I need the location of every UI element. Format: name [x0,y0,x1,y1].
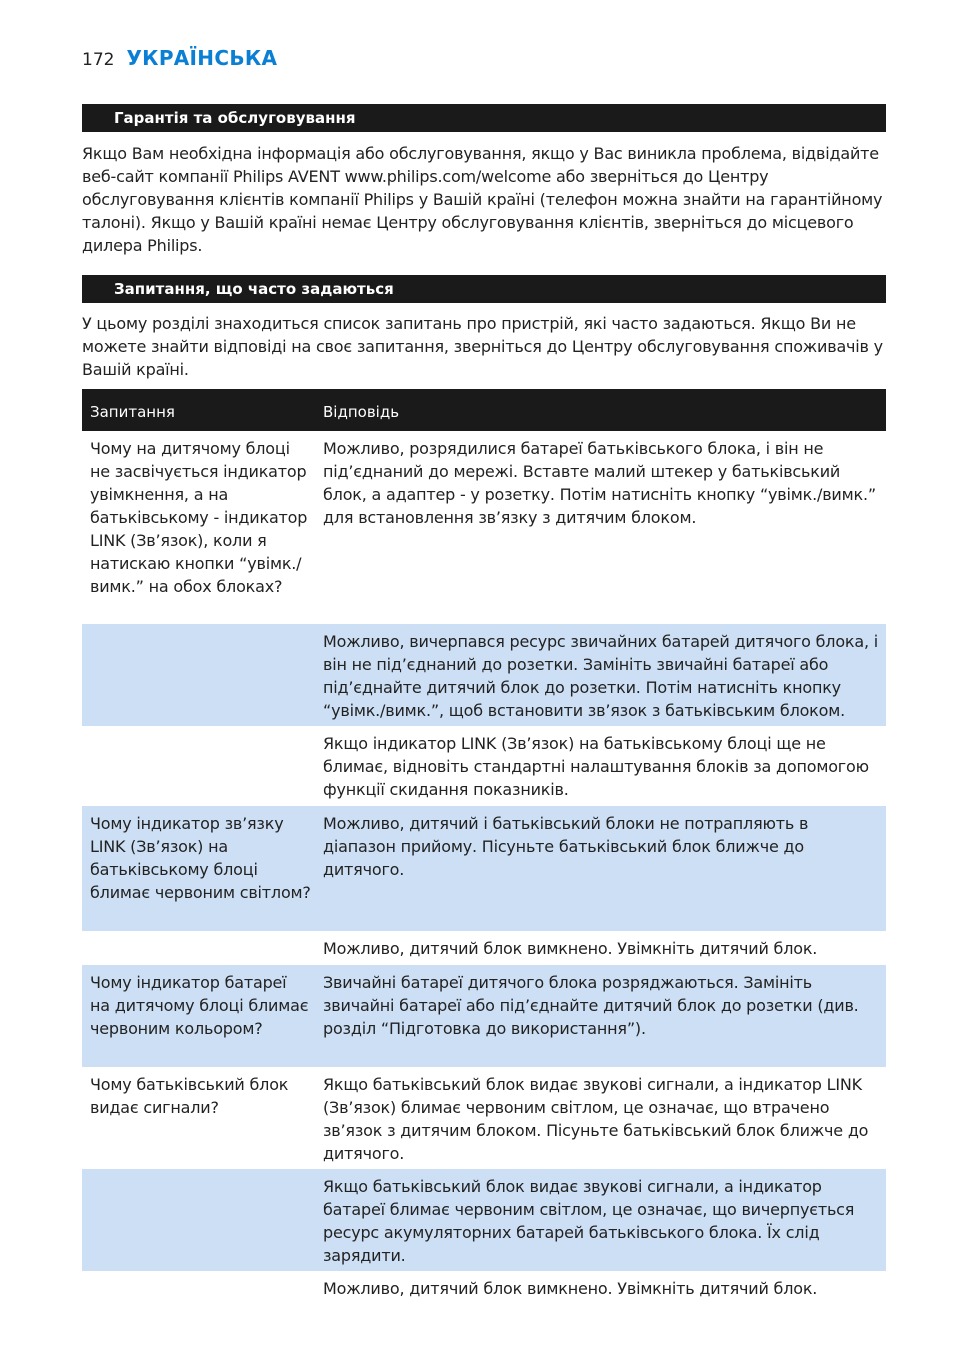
question-cell: Чому батьківський блок видає сигнали? [90,1075,289,1117]
faq-table [82,389,886,1309]
table-row [82,726,886,806]
warranty-section-heading: Гарантія та обслуговування [82,104,886,132]
faq-intro-text: У цьому розділі знаходиться список запитань про пристрій, які часто задаються. Якщо Ви не можете знайти відповіді на своє запитання, зверніться до Центру обслуговування споживачів у Вашій країні. [82,314,883,379]
answer-cell: Якщо батьківський блок видає звукові сигнали, а індикатор батареї блимає червоним світлом, це означає, що вичерпується ресурс акумуляторних батарей батьківського блока. Їх слід зарядити. [323,1177,855,1265]
table-row [82,1271,886,1309]
table-row [82,931,886,965]
answer-cell: Можливо, дитячий блок вимкнено. Увімкніть дитячий блок. [323,1279,818,1298]
table-row [82,1067,886,1169]
answer-column-header: Відповідь [323,403,400,421]
answer-cell: Можливо, дитячий і батьківський блоки не потрапляють в діапазон прийому. Пісуньте батьківський блок ближче до дитячого. [323,814,809,879]
question-cell: Чому індикатор батареї на дитячому блоці блимає червоним кольором? [90,973,309,1038]
question-cell [82,937,315,965]
table-row [82,965,886,1067]
answer-cell: Можливо, дитячий блок вимкнено. Увімкніть дитячий блок. [323,939,818,958]
answer-cell: Звичайні батареї дитячого блока розряджаються. Замініть звичайні батареї або під’єднайте дитячий блок до розетки (див. розділ “Підготовка до використання”). [323,973,859,1038]
question-cell [82,1277,315,1309]
question-cell: Чому на дитячому блоці не засвічується індикатор увімкнення, а на батьківському - індикатор LINK (Зв’язок), коли я натискаю кнопки “увімк./вимк.” на обох блоках? [90,439,308,596]
question-cell [82,1175,315,1271]
question-column-header: Запитання [90,403,175,421]
page-number: 172 [82,50,115,70]
warranty-text: Якщо Вам необхідна інформація або обслуговування, якщо у Вас виникла проблема, відвідайте веб-сайт компанії Philips AVENT www.philips.com/welcome або зверніться до Центру обслуговування клієнтів компанії Philips у Вашій країні (телефон можна знайти на гарантійному талоні). Якщо у Вашій країні немає Центру обслуговування клієнтів, зверніться до місцевого дилера Philips. [82,144,883,255]
question-cell [82,732,315,806]
table-row [82,806,886,931]
faq-section-heading: Запитання, що часто задаються [82,275,886,303]
table-row [82,624,886,726]
answer-cell: Можливо, розрядилися батареї батьківського блока, і він не під’єднаний до мережі. Вставте малий штекер у батьківський блок, а адаптер - у розетку. Потім натисніть кнопку “увімк./вимк.” для встановлення зв’язку з дитячим блоком. [323,439,876,527]
question-cell: Чому індикатор зв’язку LINK (Зв’язок) на батьківському блоці блимає червоним світлом? [90,814,311,902]
faq-table-header [82,389,886,431]
table-row [82,431,886,624]
answer-cell: Якщо індикатор LINK (Зв’язок) на батьківському блоці ще не блимає, відновіть стандартні налаштування блоків за допомогою функції скидання показників. [323,734,869,799]
language-title: УКРАЇНСЬКА [126,46,278,70]
answer-cell: Якщо батьківський блок видає звукові сигнали, а індикатор LINK (Зв’язок) блимає червоним світлом, це означає, що втрачено зв’язок з дитячим блоком. Пісуньте батьківський блок ближче до дитячого. [323,1075,869,1163]
answer-cell: Можливо, вичерпався ресурс звичайних батарей дитячого блока, і він не під’єднаний до розетки. Замініть звичайні батареї або під’єднайте дитячий блок до розетки. Потім натисніть кнопку “увімк./вимк.”, щоб встановити зв’язок з батьківським блоком. [323,632,878,720]
question-cell [82,630,315,726]
page-header [82,46,277,70]
table-row [82,1169,886,1271]
